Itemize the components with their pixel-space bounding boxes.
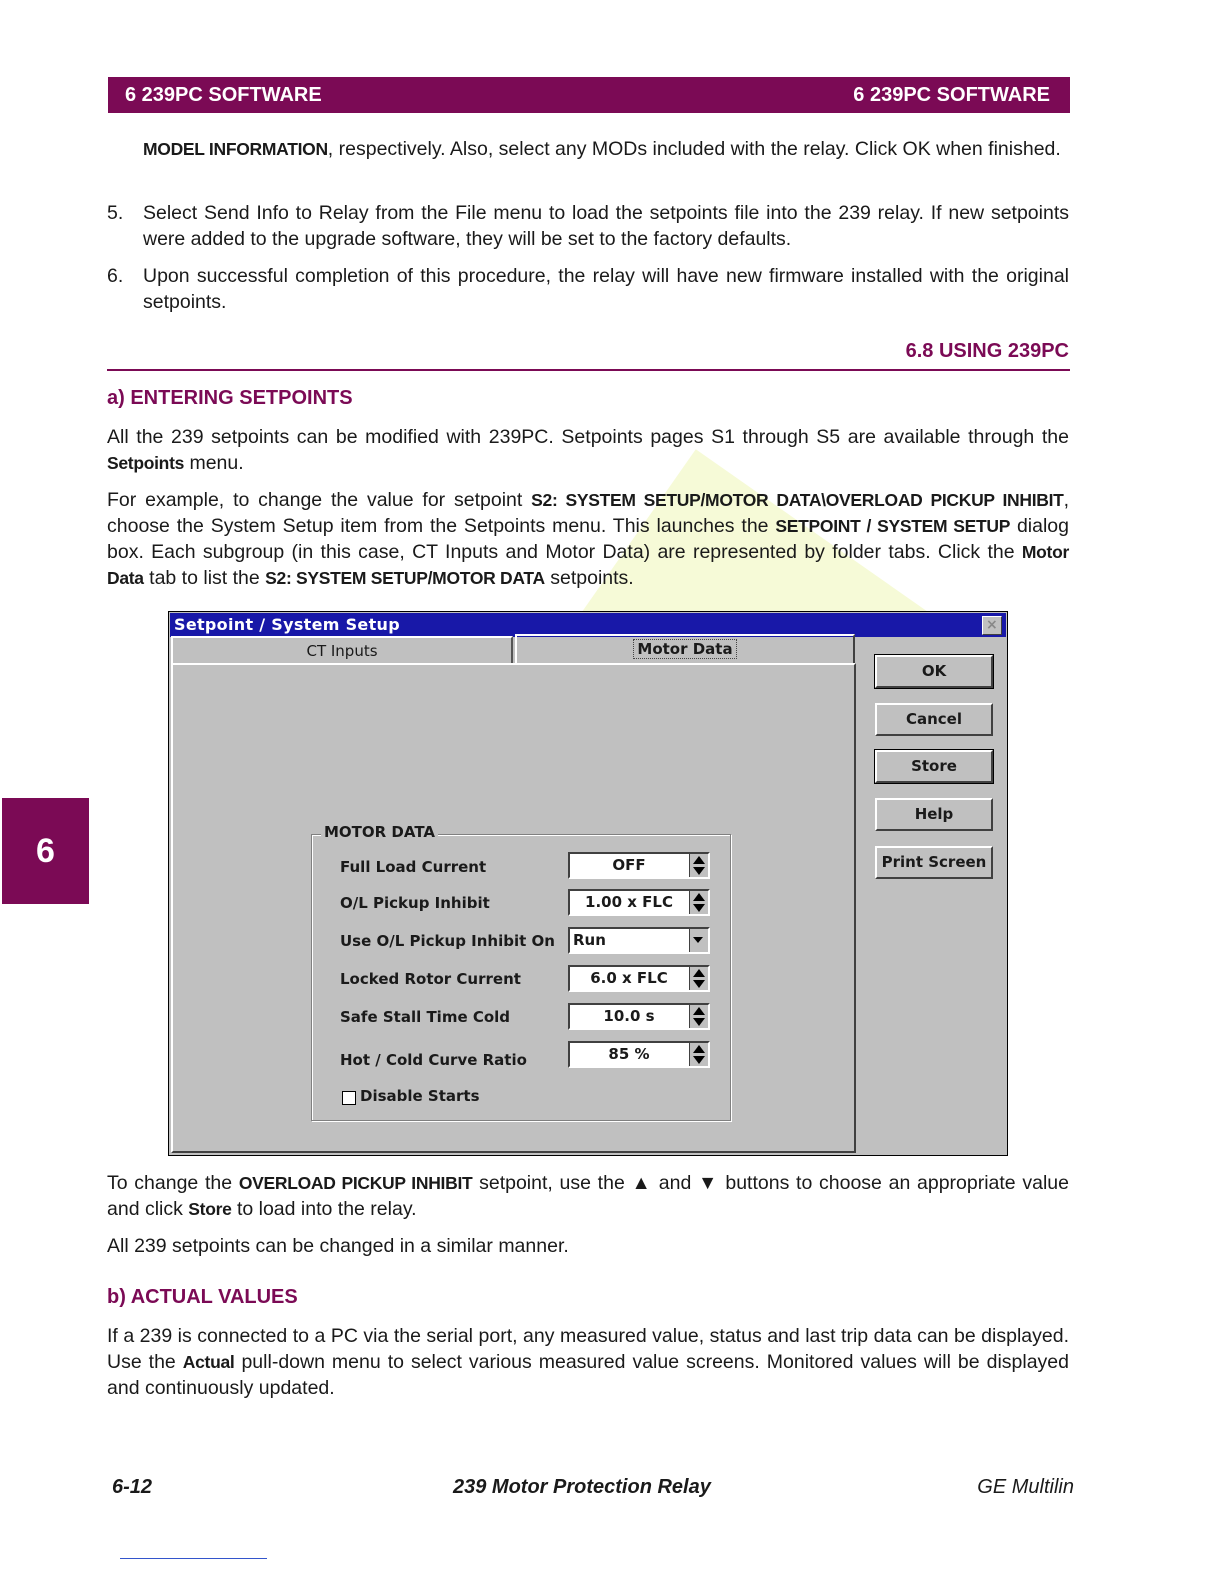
group-title: MOTOR DATA	[321, 823, 438, 841]
down-arrow-icon[interactable]	[693, 867, 705, 875]
down-arrow-icon[interactable]	[693, 980, 705, 988]
safe-stall-time-spinner[interactable]: 10.0 s	[568, 1003, 710, 1030]
list-number: 6.	[107, 265, 124, 287]
checkbox-label: Disable Starts	[360, 1087, 480, 1105]
section-rule	[107, 369, 1070, 371]
header-right: 6 239PC SOFTWARE	[853, 83, 1050, 106]
paragraph-a3: To change the OVERLOAD PICKUP INHIBIT setpoint, use the ▲ and ▼ buttons to choose an appropriate value and click Store to load into the relay.	[107, 1172, 1069, 1220]
print-screen-button[interactable]: Print Screen	[875, 846, 993, 879]
hot-cold-ratio-spinner[interactable]: 85 %	[568, 1041, 710, 1068]
use-ol-pickup-select[interactable]: Run	[568, 927, 710, 954]
page-number: 6-12	[112, 1476, 153, 1498]
field-label: Hot / Cold Curve Ratio	[340, 1051, 527, 1069]
field-label: O/L Pickup Inhibit	[340, 894, 490, 912]
full-load-current-spinner[interactable]: OFF	[568, 852, 710, 879]
subsection-b-title: b) ACTUAL VALUES	[107, 1286, 298, 1308]
up-arrow-icon[interactable]	[693, 969, 705, 977]
up-arrow-icon[interactable]	[693, 893, 705, 901]
paragraph-a2: For example, to change the value for setpoint S2: SYSTEM SETUP/MOTOR DATA\OVERLOAD PICKUP INHIBIT, choose the System Setup item from the Setpoints menu. This launches the SETPOINT / SYSTEM SETUP dialog box. Each subgroup (in this case, CT Inputs and Motor Data) are represented by folder tabs. Click the Motor Data tab to list the S2: SYSTEM SETUP/MOTOR DATA setpoints.	[107, 489, 1069, 589]
tab-ct-inputs[interactable]: CT Inputs	[171, 636, 513, 663]
disable-starts-checkbox[interactable]	[342, 1091, 356, 1105]
setpoint-dialog	[168, 611, 1008, 1156]
paragraph-a1: All the 239 setpoints can be modified with 239PC. Setpoints pages S1 through S5 are available through the Setpoints menu.	[107, 426, 1069, 474]
chevron-down-icon[interactable]	[693, 937, 703, 943]
list-item-5: Select Send Info to Relay from the File menu to load the setpoints file into the 239 relay. If new setpoints were added to the upgrade software, they will be set to the factory defaults.	[143, 202, 1069, 250]
intro-paragraph: MODEL INFORMATION, respectively. Also, select any MODs included with the relay. Click OK when finished.	[143, 138, 1061, 160]
up-arrow-icon[interactable]	[693, 1045, 705, 1053]
section-title: 6.8 USING 239PC	[905, 340, 1069, 362]
paragraph-b1: If a 239 is connected to a PC via the serial port, any measured value, status and last trip data can be displayed. Use the Actual pull-down menu to select various measured value screens. Monitored values will be displayed and continuously updated.	[107, 1325, 1069, 1399]
paragraph-a4: All 239 setpoints can be changed in a similar manner.	[107, 1235, 569, 1257]
help-button[interactable]: Help	[875, 798, 993, 831]
chapter-tab: 6	[2, 798, 89, 904]
field-label: Use O/L Pickup Inhibit On	[340, 932, 555, 950]
page-header	[108, 77, 1070, 113]
up-arrow-icon[interactable]	[693, 856, 705, 864]
ok-button[interactable]: OK	[875, 655, 993, 688]
down-arrow-icon[interactable]	[693, 1018, 705, 1026]
tab-panel	[171, 663, 856, 1153]
up-arrow-icon[interactable]	[693, 1007, 705, 1015]
dialog-title: Setpoint / System Setup	[174, 615, 400, 634]
header-left: 6 239PC SOFTWARE	[125, 83, 322, 106]
field-label: Full Load Current	[340, 858, 487, 876]
list-number: 5.	[107, 202, 124, 224]
down-arrow-icon[interactable]	[693, 904, 705, 912]
field-label: Locked Rotor Current	[340, 970, 521, 988]
list-item-6: Upon successful completion of this procedure, the relay will have new firmware installed with the original setpoints.	[143, 265, 1069, 313]
down-arrow-icon[interactable]	[693, 1056, 705, 1064]
bottom-rule	[120, 1558, 267, 1559]
cancel-button[interactable]: Cancel	[875, 703, 993, 736]
footer-title: 239 Motor Protection Relay	[453, 1476, 711, 1498]
store-button[interactable]: Store	[875, 750, 993, 783]
footer-company: GE Multilin	[977, 1476, 1074, 1498]
close-icon[interactable]: ×	[982, 616, 1002, 635]
locked-rotor-current-spinner[interactable]: 6.0 x FLC	[568, 965, 710, 992]
field-label: Safe Stall Time Cold	[340, 1008, 511, 1026]
tab-motor-data[interactable]: Motor Data	[515, 634, 855, 664]
ol-pickup-inhibit-spinner[interactable]: 1.00 x FLC	[568, 889, 710, 916]
subsection-a-title: a) ENTERING SETPOINTS	[107, 387, 353, 409]
